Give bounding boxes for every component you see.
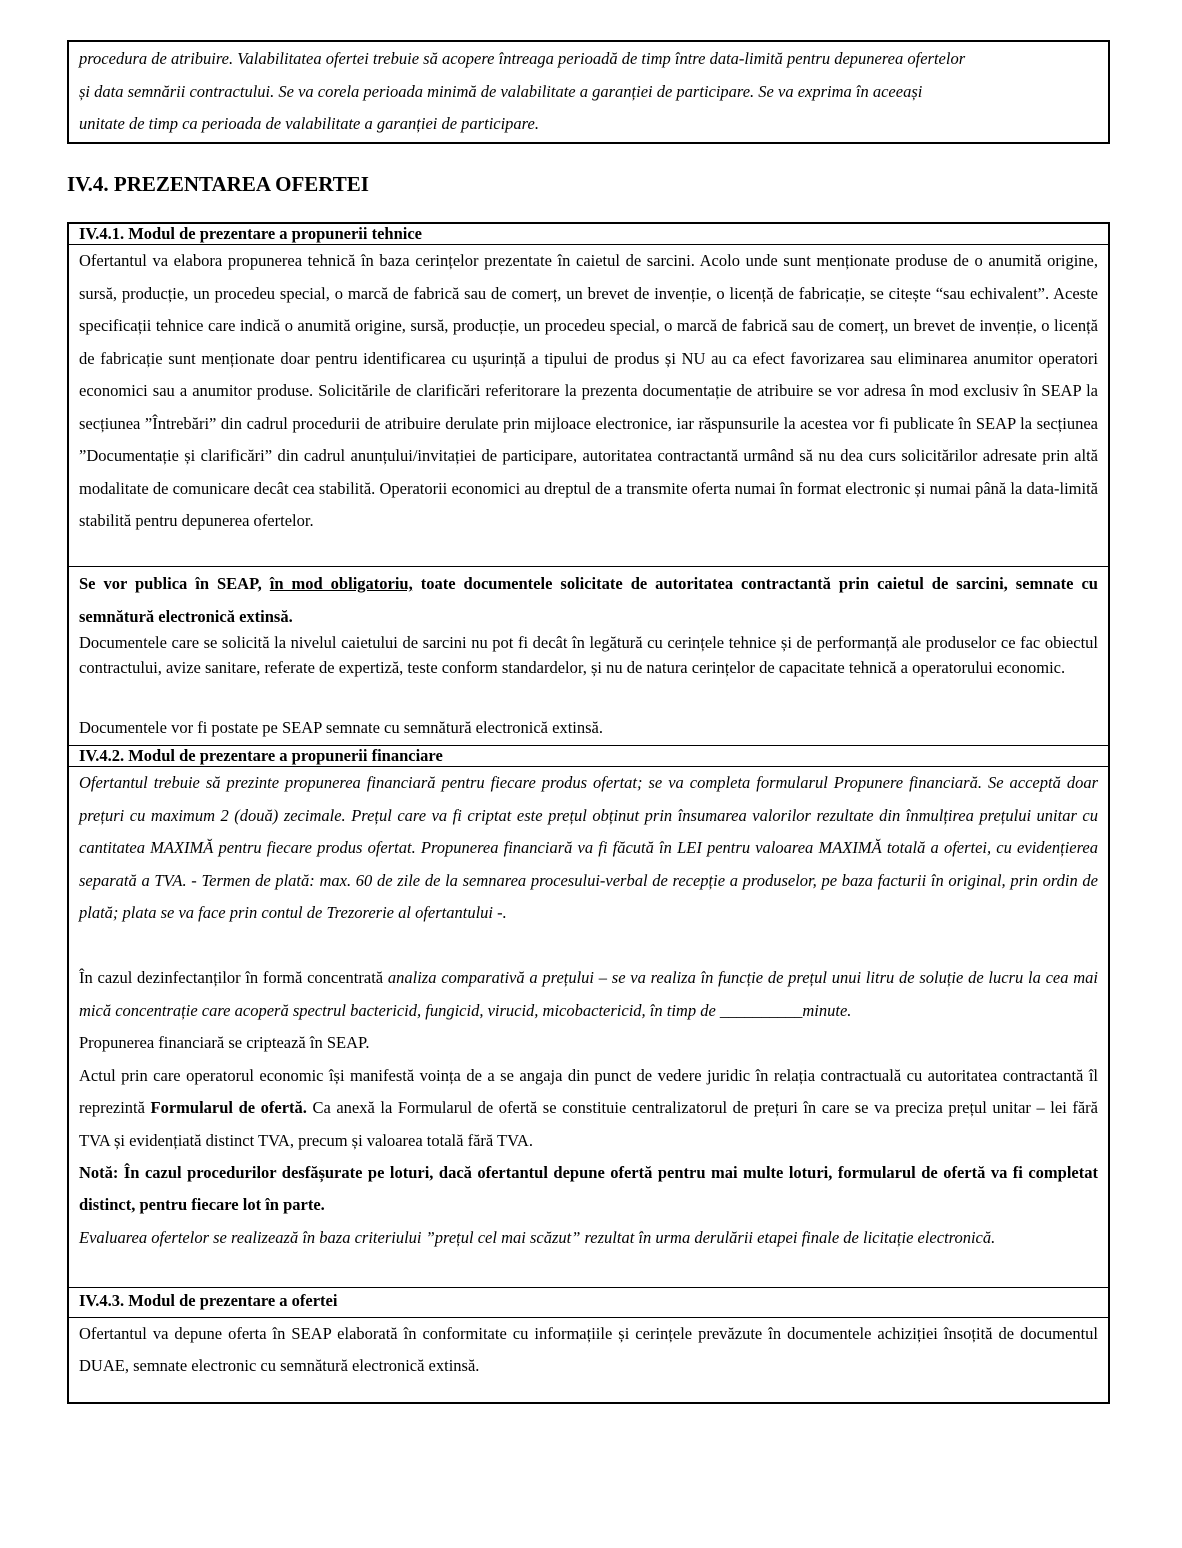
disinfectants-italic-text: analiza comparativă a prețului – se va realiza în funcție de prețul unui litru de soluție de lucru la cea mai mică concentrație care acoperă spectrul bactericid, fungicid, virucid, micobactericid, în timp de __________minute. — [79, 968, 1098, 1020]
validity-line-1: procedura de atribuire. Valabilitatea ofertei trebuie să acopere întreaga perioadă de timp între data-limită pentru depunerea ofertelor — [79, 49, 966, 68]
offer-form-bold: Formularul de ofertă. — [150, 1098, 307, 1117]
offer-presentation-table — [67, 222, 1110, 1404]
financial-proposal-paragraph: Ofertantul trebuie să prezinte propunerea financiară pentru fiecare produs ofertat; se va completa formularul Propunere financiară. Se acceptă doar prețuri cu maximum 2 (două) zecimale. Prețul care va fi criptat este prețul obținut prin însumarea valorilor rezultate din înmulțirea prețului unitar cu cantitatea MAXIMĂ pentru fiecare produs ofertat. Propunerea financiară va fi făcută în LEI pentru valoarea MAXIMĂ totală a ofertei, cu evidențierea separată a TVA. - Termen de plată: max. 60 de zile de la semnarea procesului-verbal de recepție a produselor, pe baza facturii în original, prin ordin de plată; plata se va face prin contul de Trezorerie al ofertantului -. — [79, 773, 1098, 922]
mandatory-publication-note — [69, 567, 1108, 628]
validity-line-3: unitate de timp ca perioada de valabilitate a garanției de participare. — [79, 114, 539, 133]
required-documents-paragraph: Documentele care se solicită la nivelul caietului de sarcini nu pot fi decât în legătură cu cerințele tehnice și de performanță ale produselor ce fac obiectul contractului, avize sanitare, referate de expertiză, teste conform standardelor, și nu de natura cerințelor de capacitate tehnică a operatorului economic. — [79, 633, 1098, 677]
section-header-financial: IV.4.2. Modul de prezentare a propunerii financiare — [69, 745, 1108, 767]
mandatory-text-b: toate documentele solicitate de autoritatea contractantă prin caietul de sarcini, semnate cu semnătură electronică extinsă. — [79, 574, 1098, 626]
documents-signed-paragraph: Documentele vor fi postate pe SEAP semnate cu semnătură electronică extinsă. — [79, 718, 603, 737]
validity-text-box — [67, 40, 1110, 144]
encryption-paragraph: Propunerea financiară se criptează în SEAP. — [79, 1033, 370, 1052]
section-title: IV.4. PREZENTAREA OFERTEI — [67, 172, 369, 196]
mandatory-text-a: Se vor publica în SEAP, — [79, 574, 270, 593]
mandatory-underlined: în mod obligatoriu, — [269, 574, 413, 593]
offer-submission-paragraph: Ofertantul va depune oferta în SEAP elaborată în conformitate cu informațiile și cerințele prevăzute în documentele achiziției însoțită de documentul DUAE, semnate electronic cu semnătură electronică extinsă. — [79, 1323, 1098, 1375]
section-header-offer: IV.4.3. Modul de prezentare a ofertei — [69, 1287, 1108, 1318]
disinfectants-paragraph — [69, 962, 1108, 1027]
evaluation-paragraph: Evaluarea ofertelor se realizează în baza criteriului ”prețul cel mai scăzut” rezultat în urma derulării etapei finale de licitație electronică. — [79, 1227, 996, 1247]
validity-line-2: și data semnării contractului. Se va corela perioada minimă de valabilitate a garanției de participare. Se va exprima în aceeași — [79, 81, 923, 101]
lots-note-paragraph: Notă: În cazul procedurilor desfășurate pe loturi, dacă ofertantul depune ofertă pentru mai multe loturi, formularul de ofertă va fi completat distinct, pentru fiecare lot în parte. — [79, 1162, 1098, 1214]
section-header-technical: IV.4.1. Modul de prezentare a propunerii tehnice — [69, 224, 1108, 245]
offer-form-paragraph — [69, 1060, 1108, 1157]
offer-form-text-b: Ca anexă la Formularul de ofertă se constituie centralizatorul de prețuri în care se va preciza prețul unitar – lei fără TVA și evidențiată distinct TVA, precum și valoarea totală fără TVA. — [79, 1098, 1098, 1150]
disinfectants-text: În cazul dezinfectanților în formă concentrată — [79, 968, 388, 987]
technical-proposal-paragraph: Ofertantul va elabora propunerea tehnică în baza cerințelor prezentate în caietul de sarcini. Acolo unde sunt menționate produse de o anumită origine, sursă, producție, un procedeu special, o marcă de fabrică sau de comerț, un brevet de invenție, o licență de fabricație, se citește “sau echivalent”. Aceste specificații tehnice care indică o anumită origine, sursă, producție, un procedeu special, o marcă de fabrică sau de comerț, un brevet de invenție, o licență de fabricație sunt menționate doar pentru identificarea cu ușurință a tipului de produs și NU au ca efect favorizarea sau eliminarea anumitor operatori economici sau a anumitor produse. Solicitările de clarificări referitorare la prezenta documentație de atribuire se vor adresa în mod exclusiv în SEAP la secțiunea ”Întrebări” din cadrul procedurii de atribuire derulate prin mijloace electronice, iar răspunsurile la acestea vor fi publicate în SEAP la secțiunea ”Documentație și clarificări” din cadrul anunțului/invitației de participare, autoritatea contractantă urmând să nu dea curs solicitărilor adresate prin altă modalitate de comunicare decât cea stabilită. Operatorii economici au dreptul de a transmite oferta numai în format electronic și numai până la data-limită stabilită pentru depunerea ofertelor. — [79, 251, 1098, 530]
offer-form-text-a: Actul prin care operatorul economic își manifestă voința de a se angaja din punct de vedere juridic în relația contractuală cu autoritatea contractantă îl reprezintă — [79, 1065, 1098, 1117]
